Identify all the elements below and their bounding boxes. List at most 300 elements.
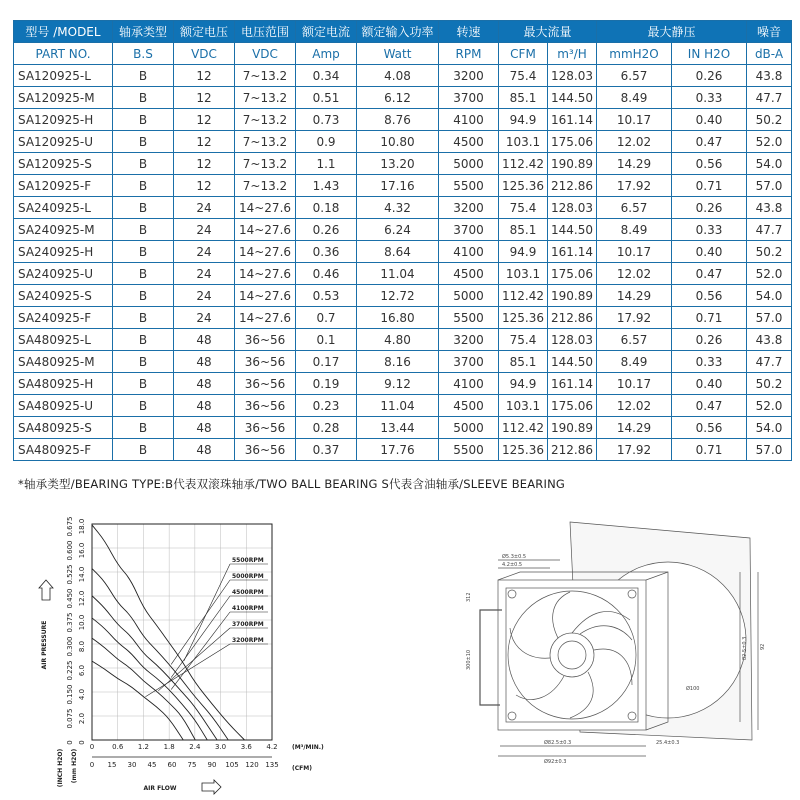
table-cell: B — [113, 87, 174, 109]
series-line — [92, 618, 207, 740]
table-cell: 5500 — [439, 439, 499, 461]
unit-cell: B.S — [113, 43, 174, 65]
table-cell: 14~27.6 — [235, 263, 296, 285]
table-cell: 4100 — [439, 373, 499, 395]
x-tick-cfm: 0 — [89, 761, 95, 769]
table-cell: 3700 — [439, 351, 499, 373]
dim-label: Ø100 — [686, 686, 700, 692]
table-cell: B — [113, 241, 174, 263]
table-cell: 12.02 — [597, 131, 672, 153]
x-tick-cfm: 75 — [187, 761, 197, 769]
part-number-cell: SA120925-M — [14, 87, 113, 109]
table-cell: 24 — [174, 219, 235, 241]
table-cell: 50.2 — [747, 109, 792, 131]
part-number-cell: SA480925-U — [14, 395, 113, 417]
col-noise: 噪音 — [747, 21, 792, 43]
dim-label: Ø5.3±0.5 — [502, 554, 527, 560]
part-number-cell: SA480925-H — [14, 373, 113, 395]
table-cell: 4500 — [439, 131, 499, 153]
dim-label: 25.4±0.3 — [656, 740, 680, 746]
table-cell: 24 — [174, 307, 235, 329]
table-cell: 3700 — [439, 87, 499, 109]
table-cell: 6.57 — [597, 329, 672, 351]
table-cell: B — [113, 65, 174, 87]
col-bearing: 轴承类型 — [113, 21, 174, 43]
x-tick-cfm: 135 — [265, 761, 279, 769]
unit-cell: m³/H — [548, 43, 597, 65]
table-cell: 7~13.2 — [235, 175, 296, 197]
table-cell: 125.36 — [499, 439, 548, 461]
table-cell: 4100 — [439, 241, 499, 263]
table-cell: 7~13.2 — [235, 131, 296, 153]
table-units-row — [14, 43, 792, 65]
y-unit-inch: (INCH H2O) — [57, 748, 64, 788]
y-unit-mm: (mm H2O) — [71, 748, 78, 784]
table-cell: 0.71 — [672, 175, 747, 197]
table-cell: 5000 — [439, 417, 499, 439]
table-cell: 12 — [174, 153, 235, 175]
table-cell: 85.1 — [499, 219, 548, 241]
table-cell: 12 — [174, 87, 235, 109]
y-axis-title: AIR PRESSURE — [41, 620, 48, 670]
part-number-cell: SA240925-L — [14, 197, 113, 219]
table-row — [14, 109, 792, 131]
table-cell: 4500 — [439, 263, 499, 285]
table-cell: 14.29 — [597, 285, 672, 307]
part-number-cell: SA240925-U — [14, 263, 113, 285]
table-cell: 36~56 — [235, 351, 296, 373]
table-cell: 112.42 — [499, 285, 548, 307]
table-cell: 0.40 — [672, 373, 747, 395]
table-cell: 50.2 — [747, 373, 792, 395]
table-cell: 0.47 — [672, 263, 747, 285]
table-cell: 0.46 — [296, 263, 357, 285]
table-cell: 6.12 — [357, 87, 439, 109]
table-cell: 54.0 — [747, 417, 792, 439]
col-speed: 转速 — [439, 21, 499, 43]
part-number-cell: SA120925-L — [14, 65, 113, 87]
table-cell: 85.1 — [499, 351, 548, 373]
table-cell: 52.0 — [747, 263, 792, 285]
table-cell: 128.03 — [548, 197, 597, 219]
table-cell: 8.76 — [357, 109, 439, 131]
unit-cell: mmH2O — [597, 43, 672, 65]
y-tick-mm: 16.0 — [78, 542, 86, 559]
table-cell: 36~56 — [235, 329, 296, 351]
unit-cell: PART NO. — [14, 43, 113, 65]
y-tick-mm: 12.0 — [78, 590, 86, 607]
series-label: 5500RPM — [232, 557, 264, 564]
y-tick-inch: 0.675 — [66, 516, 74, 537]
table-cell: 14~27.6 — [235, 219, 296, 241]
col-rated-power: 额定输入功率 — [357, 21, 439, 43]
table-cell: 0.33 — [672, 87, 747, 109]
table-cell: 144.50 — [548, 87, 597, 109]
table-cell: 85.1 — [499, 87, 548, 109]
table-cell: 12.72 — [357, 285, 439, 307]
y-tick-inch: 0.450 — [66, 588, 74, 609]
x-tick-cfm: 60 — [167, 761, 177, 769]
unit-cell: VDC — [174, 43, 235, 65]
table-cell: 13.20 — [357, 153, 439, 175]
table-cell: 0.56 — [672, 285, 747, 307]
table-cell: 8.49 — [597, 351, 672, 373]
table-cell: 54.0 — [747, 285, 792, 307]
table-cell: 0.26 — [296, 219, 357, 241]
table-cell: 190.89 — [548, 285, 597, 307]
x-tick-m3: 3.0 — [215, 743, 227, 751]
x-tick-m3: 0.6 — [112, 743, 124, 751]
table-cell: 52.0 — [747, 131, 792, 153]
table-cell: 47.7 — [747, 351, 792, 373]
series-label: 3700RPM — [232, 621, 264, 628]
dim-label: 92 — [760, 643, 766, 650]
part-number-cell: SA480925-F — [14, 439, 113, 461]
part-number-cell: SA120925-F — [14, 175, 113, 197]
part-number-cell: SA120925-S — [14, 153, 113, 175]
table-cell: 10.17 — [597, 109, 672, 131]
table-cell: 50.2 — [747, 241, 792, 263]
table-cell: 24 — [174, 263, 235, 285]
table-cell: 0.17 — [296, 351, 357, 373]
table-cell: 10.17 — [597, 373, 672, 395]
y-tick-mm: 0 — [78, 740, 86, 745]
table-cell: B — [113, 219, 174, 241]
table-cell: 12.02 — [597, 395, 672, 417]
table-cell: 48 — [174, 395, 235, 417]
table-cell: 0.28 — [296, 417, 357, 439]
table-cell: 14.29 — [597, 417, 672, 439]
table-cell: 144.50 — [548, 351, 597, 373]
y-tick-inch: 0.225 — [66, 660, 74, 681]
x-axis-arrow — [202, 780, 221, 794]
table-cell: 12 — [174, 65, 235, 87]
table-row — [14, 395, 792, 417]
y-tick-inch: 0.300 — [66, 636, 74, 657]
table-row — [14, 241, 792, 263]
part-number-cell: SA480925-M — [14, 351, 113, 373]
table-cell: 0.56 — [672, 417, 747, 439]
x-unit-cfm: (CFM) — [292, 765, 312, 772]
part-number-cell: SA120925-H — [14, 109, 113, 131]
table-cell: 94.9 — [499, 373, 548, 395]
x-tick-cfm: 90 — [207, 761, 217, 769]
series-label: 3200RPM — [232, 637, 264, 644]
table-cell: B — [113, 329, 174, 351]
y-tick-inch: 0 — [66, 740, 74, 745]
table-cell: 1.1 — [296, 153, 357, 175]
table-cell: 17.16 — [357, 175, 439, 197]
table-cell: 8.64 — [357, 241, 439, 263]
table-cell: 7~13.2 — [235, 65, 296, 87]
table-cell: 112.42 — [499, 417, 548, 439]
table-cell: 11.04 — [357, 263, 439, 285]
table-cell: 0.26 — [672, 197, 747, 219]
table-cell: 12 — [174, 109, 235, 131]
table-cell: 3700 — [439, 219, 499, 241]
table-cell: 103.1 — [499, 131, 548, 153]
table-row — [14, 417, 792, 439]
table-cell: 94.9 — [499, 241, 548, 263]
table-row — [14, 263, 792, 285]
table-cell: 0.18 — [296, 197, 357, 219]
col-rated-current: 额定电流 — [296, 21, 357, 43]
table-cell: 4.32 — [357, 197, 439, 219]
table-cell: B — [113, 197, 174, 219]
table-row — [14, 197, 792, 219]
table-cell: 6.57 — [597, 197, 672, 219]
part-number-cell: SA480925-S — [14, 417, 113, 439]
table-cell: 14~27.6 — [235, 285, 296, 307]
x-tick-cfm: 30 — [127, 761, 137, 769]
part-number-cell: SA120925-U — [14, 131, 113, 153]
table-row — [14, 87, 792, 109]
table-cell: 36~56 — [235, 373, 296, 395]
unit-cell: Watt — [357, 43, 439, 65]
x-tick-m3: 1.2 — [137, 743, 149, 751]
table-cell: 112.42 — [499, 153, 548, 175]
table-row — [14, 439, 792, 461]
part-number-cell: SA240925-H — [14, 241, 113, 263]
series-label: 4100RPM — [232, 605, 264, 612]
table-cell: 4.80 — [357, 329, 439, 351]
x-tick-m3: 3.6 — [240, 743, 252, 751]
dim-label: Ø92±0.3 — [544, 759, 567, 765]
table-cell: 47.7 — [747, 87, 792, 109]
table-cell: 103.1 — [499, 263, 548, 285]
table-cell: 4500 — [439, 395, 499, 417]
table-row — [14, 351, 792, 373]
series-label: 4500RPM — [232, 589, 264, 596]
table-cell: 10.17 — [597, 241, 672, 263]
table-cell: 0.23 — [296, 395, 357, 417]
table-cell: 0.33 — [672, 351, 747, 373]
table-cell: 103.1 — [499, 395, 548, 417]
fan-dimension-drawing — [440, 500, 800, 770]
table-cell: 0.71 — [672, 439, 747, 461]
table-cell: 3200 — [439, 329, 499, 351]
table-cell: 36~56 — [235, 439, 296, 461]
col-max-airflow: 最大流量 — [499, 21, 597, 43]
table-cell: 190.89 — [548, 153, 597, 175]
spec-table — [13, 20, 792, 461]
y-tick-mm: 10.0 — [78, 614, 86, 631]
table-cell: B — [113, 417, 174, 439]
table-cell: B — [113, 263, 174, 285]
table-cell: 13.44 — [357, 417, 439, 439]
table-cell: 161.14 — [548, 373, 597, 395]
part-number-cell: SA240925-M — [14, 219, 113, 241]
table-cell: 14~27.6 — [235, 307, 296, 329]
table-cell: 128.03 — [548, 329, 597, 351]
table-cell: 0.26 — [672, 65, 747, 87]
dim-label: 300±10 — [466, 649, 472, 670]
table-cell: 48 — [174, 351, 235, 373]
y-tick-mm: 4.0 — [78, 688, 86, 701]
table-row — [14, 219, 792, 241]
table-row — [14, 65, 792, 87]
x-tick-m3: 1.8 — [163, 743, 175, 751]
x-tick-m3: 2.4 — [189, 743, 201, 751]
table-cell: 9.12 — [357, 373, 439, 395]
table-cell: 161.14 — [548, 109, 597, 131]
table-header-row — [14, 21, 792, 43]
x-tick-cfm: 120 — [245, 761, 259, 769]
table-cell: B — [113, 285, 174, 307]
table-cell: 36~56 — [235, 395, 296, 417]
table-cell: 43.8 — [747, 197, 792, 219]
table-cell: 175.06 — [548, 131, 597, 153]
table-cell: 52.0 — [747, 395, 792, 417]
table-cell: 17.92 — [597, 175, 672, 197]
col-voltage-range: 电压范围 — [235, 21, 296, 43]
table-cell: 7~13.2 — [235, 109, 296, 131]
table-cell: 16.80 — [357, 307, 439, 329]
unit-cell: VDC — [235, 43, 296, 65]
table-cell: 6.57 — [597, 65, 672, 87]
table-cell: 0.36 — [296, 241, 357, 263]
table-row — [14, 153, 792, 175]
table-cell: 24 — [174, 197, 235, 219]
table-cell: B — [113, 153, 174, 175]
y-tick-inch: 0.075 — [66, 708, 74, 729]
table-cell: 12 — [174, 175, 235, 197]
x-axis-title: AIR FLOW — [143, 785, 177, 792]
table-row — [14, 307, 792, 329]
table-cell: 0.9 — [296, 131, 357, 153]
table-cell: 94.9 — [499, 109, 548, 131]
table-cell: 12 — [174, 131, 235, 153]
part-number-cell: SA240925-F — [14, 307, 113, 329]
table-cell: 5500 — [439, 175, 499, 197]
table-cell: 175.06 — [548, 263, 597, 285]
table-cell: 0.33 — [672, 219, 747, 241]
table-cell: 5000 — [439, 285, 499, 307]
table-cell: B — [113, 307, 174, 329]
table-cell: 4.08 — [357, 65, 439, 87]
fan-hub — [550, 633, 594, 677]
table-row — [14, 329, 792, 351]
x-tick-cfm: 15 — [107, 761, 117, 769]
table-cell: 43.8 — [747, 65, 792, 87]
dim-label: 4.2±0.5 — [502, 562, 523, 568]
y-tick-inch: 0.375 — [66, 612, 74, 633]
y-tick-mm: 14.0 — [78, 566, 86, 583]
table-cell: 43.8 — [747, 329, 792, 351]
series-leader — [171, 596, 230, 678]
table-cell: 12.02 — [597, 263, 672, 285]
table-cell: B — [113, 373, 174, 395]
table-cell: 125.36 — [499, 307, 548, 329]
table-cell: 57.0 — [747, 175, 792, 197]
series-line — [92, 525, 245, 740]
table-row — [14, 285, 792, 307]
table-cell: 0.40 — [672, 241, 747, 263]
table-cell: 24 — [174, 285, 235, 307]
table-cell: 57.0 — [747, 307, 792, 329]
series-line — [92, 661, 183, 740]
table-cell: 8.49 — [597, 87, 672, 109]
table-cell: 5500 — [439, 307, 499, 329]
table-cell: 17.76 — [357, 439, 439, 461]
dim-label: 82.5±0.3 — [742, 636, 748, 660]
table-cell: 0.26 — [672, 329, 747, 351]
table-cell: 75.4 — [499, 65, 548, 87]
x-tick-m3: 4.2 — [266, 743, 278, 751]
table-cell: 161.14 — [548, 241, 597, 263]
table-cell: B — [113, 395, 174, 417]
table-cell: 7~13.2 — [235, 153, 296, 175]
x-unit-m3: (M³/MIN.) — [292, 744, 324, 751]
table-cell: 48 — [174, 439, 235, 461]
table-row — [14, 131, 792, 153]
table-body — [14, 65, 792, 461]
col-max-pressure: 最大静压 — [597, 21, 747, 43]
table-cell: 47.7 — [747, 219, 792, 241]
table-cell: 7~13.2 — [235, 87, 296, 109]
table-cell: 5000 — [439, 153, 499, 175]
table-cell: 0.40 — [672, 109, 747, 131]
col-rated-voltage: 额定电压 — [174, 21, 235, 43]
part-number-cell: SA480925-L — [14, 329, 113, 351]
series-leader — [184, 564, 230, 661]
bearing-note: *轴承类型/BEARING TYPE:B代表双滚珠轴承/TWO BALL BEARING S代表含油轴承/SLEEVE BEARING — [18, 477, 566, 491]
table-cell: 3200 — [439, 65, 499, 87]
table-cell: B — [113, 131, 174, 153]
y-axis-arrow — [39, 580, 53, 600]
dim-label: 312 — [466, 592, 472, 602]
table-cell: 10.80 — [357, 131, 439, 153]
table-cell: 0.73 — [296, 109, 357, 131]
table-cell: 17.92 — [597, 307, 672, 329]
table-cell: 0.51 — [296, 87, 357, 109]
series-leader — [171, 612, 230, 690]
table-cell: 0.47 — [672, 131, 747, 153]
y-tick-inch: 0.525 — [66, 564, 74, 585]
table-cell: 48 — [174, 329, 235, 351]
table-cell: 75.4 — [499, 329, 548, 351]
y-tick-inch: 0.600 — [66, 540, 74, 561]
table-cell: 6.24 — [357, 219, 439, 241]
table-cell: 0.19 — [296, 373, 357, 395]
table-cell: 14~27.6 — [235, 241, 296, 263]
y-tick-mm: 8.0 — [78, 640, 86, 653]
table-cell: 8.49 — [597, 219, 672, 241]
unit-cell: dB-A — [747, 43, 792, 65]
table-cell: 144.50 — [548, 219, 597, 241]
table-cell: 0.47 — [672, 395, 747, 417]
y-tick-mm: 18.0 — [78, 518, 86, 535]
table-cell: 212.86 — [548, 175, 597, 197]
x-tick-cfm: 105 — [225, 761, 239, 769]
table-cell: B — [113, 109, 174, 131]
table-cell: 0.7 — [296, 307, 357, 329]
col-model: 型号 /MODEL — [14, 21, 113, 43]
table-row — [14, 373, 792, 395]
table-cell: 48 — [174, 373, 235, 395]
unit-cell: CFM — [499, 43, 548, 65]
table-cell: 57.0 — [747, 439, 792, 461]
table-cell: 54.0 — [747, 153, 792, 175]
series-leader — [171, 580, 230, 664]
table-cell: 0.34 — [296, 65, 357, 87]
table-cell: 212.86 — [548, 439, 597, 461]
table-cell: 0.71 — [672, 307, 747, 329]
table-cell: 3200 — [439, 197, 499, 219]
table-cell: 175.06 — [548, 395, 597, 417]
table-row — [14, 175, 792, 197]
x-tick-m3: 0 — [89, 743, 95, 751]
